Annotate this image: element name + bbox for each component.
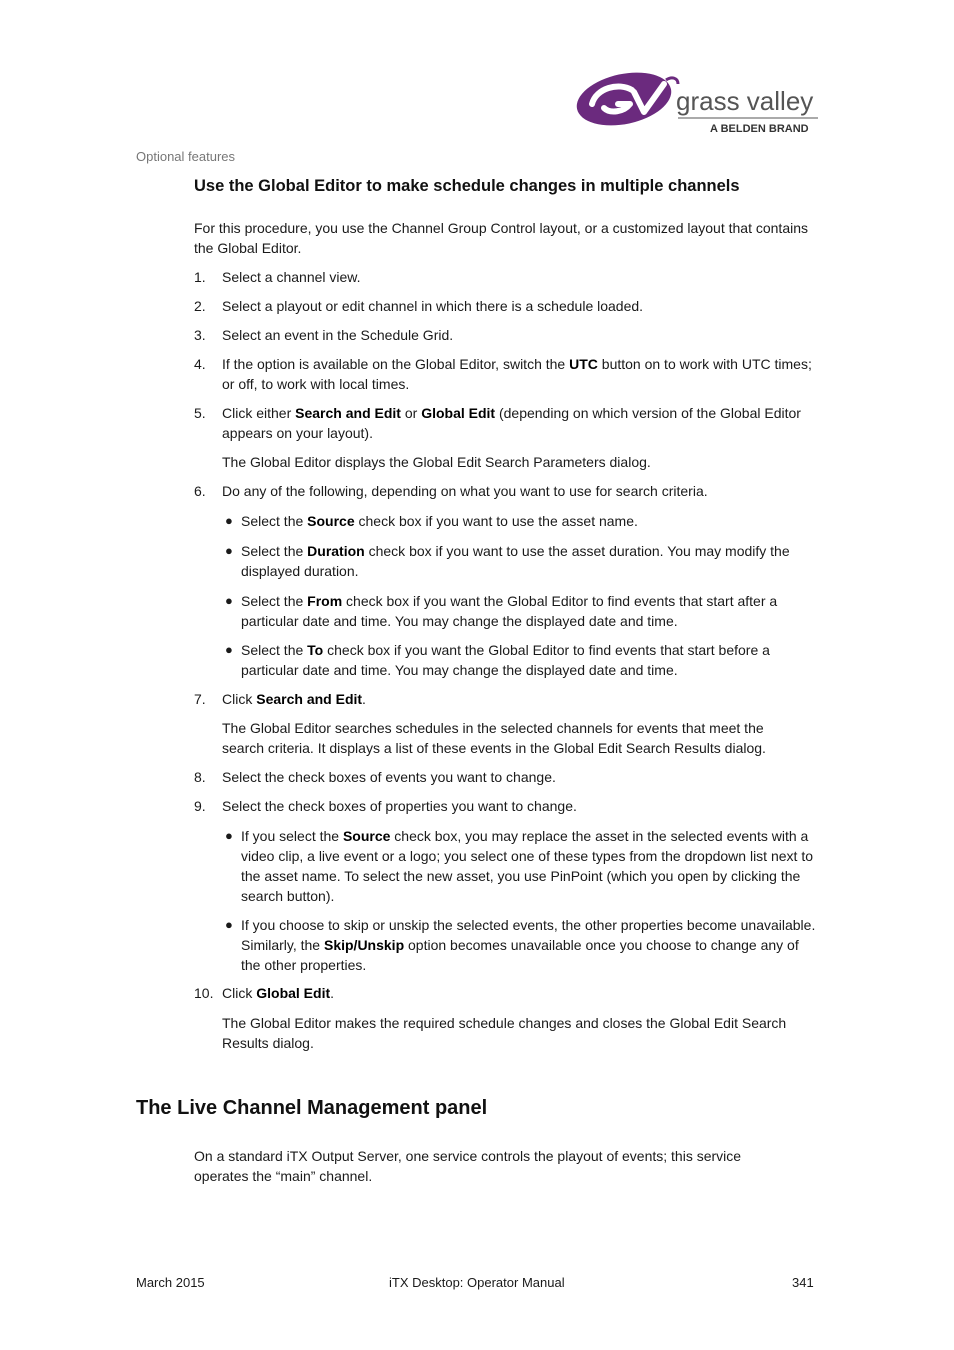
- step-text: Do any of the following, depending on what you want to use for search criteria.: [222, 483, 708, 499]
- bullet-icon: ●: [225, 593, 233, 608]
- bullet-text: If you select the Source check box, you may replace the asset in the selected events with a video clip, a live event or a logo; you select one of these types from the dropdown list next to the asset name. To select the new asset, you use PinPoint (which you open by clicking the search button).: [241, 828, 813, 904]
- grass-valley-logo: [574, 70, 824, 136]
- bullet-text: Select the Duration check box if you want to use the asset duration. You may modify the displayed duration.: [241, 543, 790, 579]
- step-text: Select the check boxes of properties you want to change.: [222, 798, 577, 814]
- step-number: 10.: [194, 985, 214, 1001]
- step-number: 4.: [194, 356, 206, 372]
- bullet-icon: ●: [225, 917, 233, 932]
- bullet-text: Select the Source check box if you want to use the asset name.: [241, 513, 638, 529]
- step-number: 8.: [194, 769, 206, 785]
- footer-doc-title: iTX Desktop: Operator Manual: [389, 1275, 565, 1290]
- step-text: Click Global Edit.: [222, 985, 335, 1001]
- step-result: The Global Editor searches schedules in the selected channels for events that meet the search criteria. It displays a list of these events in the Global Edit Search Results dialog.: [222, 720, 766, 756]
- step-number: 1.: [194, 269, 206, 285]
- step-text: Select an event in the Schedule Grid.: [222, 327, 454, 343]
- step-result: The Global Editor makes the required schedule changes and closes the Global Edit Search Results dialog.: [222, 1015, 787, 1051]
- step-number: 5.: [194, 405, 206, 421]
- bullet-icon: ●: [225, 828, 233, 843]
- step-number: 6.: [194, 483, 206, 499]
- bullet-icon: ●: [225, 543, 233, 558]
- section-heading: Use the Global Editor to make schedule changes in multiple channels: [194, 177, 740, 195]
- footer-date: March 2015: [136, 1275, 205, 1290]
- svg-text:A BELDEN BRAND: A BELDEN BRAND: [710, 123, 809, 135]
- bullet-text: If you choose to skip or unskip the selected events, the other properties become unavailable. Similarly, the Skip/Unskip option becomes unavailable once you choose to change any of the other properties.: [241, 917, 816, 973]
- intro-paragraph: On a standard iTX Output Server, one service controls the playout of events; this service operates the “main” channel.: [194, 1148, 742, 1184]
- step-result: The Global Editor displays the Global Edit Search Parameters dialog.: [222, 454, 651, 470]
- bullet-icon: ●: [225, 513, 233, 528]
- step-text: Click Search and Edit.: [222, 691, 366, 707]
- section-label: Optional features: [136, 149, 236, 164]
- step-number: 3.: [194, 327, 206, 343]
- step-text: If the option is available on the Global Editor, switch the UTC button on to work with UTC times; or off, to work with local times.: [222, 356, 812, 392]
- bullet-text: Select the To check box if you want the Global Editor to find events that start before a particular date and time. You may change the displayed date and time.: [241, 642, 770, 678]
- footer-page-number: 341: [792, 1275, 814, 1290]
- bullet-text: Select the From check box if you want the Global Editor to find events that start after a particular date and time. You may change the displayed date and time.: [241, 593, 778, 629]
- svg-text:grass valley: grass valley: [676, 86, 814, 116]
- step-text: Click either Search and Edit or Global Edit (depending on which version of the Global Editor appears on your layout).: [222, 405, 801, 441]
- step-number: 7.: [194, 691, 206, 707]
- intro-paragraph: For this procedure, you use the Channel Group Control layout, or a customized layout that contains the Global Editor.: [194, 220, 809, 256]
- section-heading: The Live Channel Management panel: [136, 1097, 488, 1119]
- step-text: Select the check boxes of events you want to change.: [222, 769, 556, 785]
- step-text: Select a channel view.: [222, 269, 361, 285]
- step-number: 9.: [194, 798, 206, 814]
- bullet-icon: ●: [225, 642, 233, 657]
- step-text: Select a playout or edit channel in which there is a schedule loaded.: [222, 298, 644, 314]
- step-number: 2.: [194, 298, 206, 314]
